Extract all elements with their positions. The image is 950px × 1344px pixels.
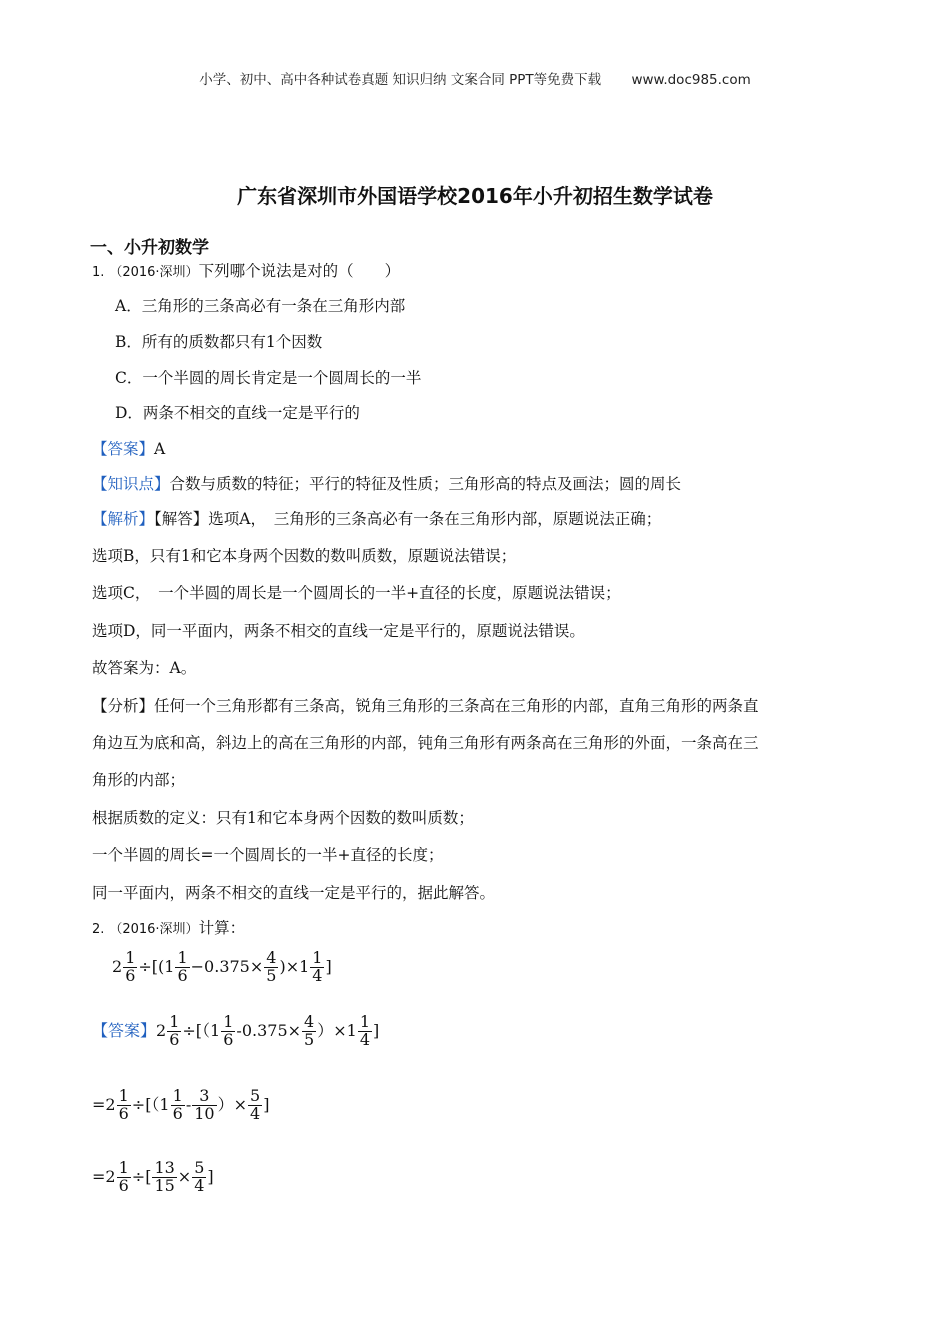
fraction: $\frac{4}{5}$ — [266, 948, 277, 985]
knowledge-text: 合数与质数的特征；平行的特征及性质；三角形高的特点及画法；圆的周长 — [169, 475, 682, 493]
q1-stem — [92, 259, 400, 281]
analysis-line: 角边互为底和高，斜边上的高在三角形的内部，钝角三角形有两条高在三角形的外面，一条高在三 — [92, 734, 759, 752]
fraction: $\frac{1}{6}$ — [169, 1012, 180, 1049]
analysis-line: 【分析】任何一个三角形都有三条高，锐角三角形的三条高在三角形的内部，直角三角形的两条直 — [92, 697, 759, 715]
analysis-line: 根据质数的定义：只有1和它本身两个因数的数叫质数； — [92, 809, 474, 827]
q1-source: （2016·深圳） — [109, 265, 199, 280]
fraction: $\frac{1}{6}$ — [223, 1012, 234, 1049]
header-tagline: 小学、初中、高中各种试卷真题 知识归纳 文案合同 PPT等免费下载 — [199, 72, 602, 88]
q2-step-3: =2 $\frac{1}{6}$ ÷[ $\frac{13}{15}$ × $\frac{5}{4}$ ] — [92, 1158, 214, 1195]
q2-answer: 【答案】2 $\frac{1}{6}$ ÷[（1 $\frac{1}{6}$ -0.375× $\frac{4}{5}$ ）×1 $\frac{1}{4}$ ] — [92, 1012, 380, 1049]
q1-option-a: A．三角形的三条高必有一条在三角形内部 — [115, 297, 406, 315]
q1-number: 1. — [92, 265, 105, 280]
fraction: $\frac{1}{6}$ — [177, 948, 188, 985]
explain-text: 【解答】选项A， 三角形的三条高必有一条在三角形内部，原题说法正确； — [154, 510, 662, 528]
explain-line: 选项D，同一平面内，两条不相交的直线一定是平行的，原题说法错误。 — [92, 622, 585, 640]
fraction: $\frac{5}{4}$ — [250, 1086, 261, 1123]
explain-line: 选项B，只有1和它本身两个因数的数叫质数，原题说法错误； — [92, 547, 517, 565]
analysis-line: 角形的内部； — [92, 771, 186, 789]
answer-value: A — [154, 440, 166, 458]
explain-line: 故答案为：A。 — [92, 659, 197, 677]
page-header — [0, 68, 950, 88]
fraction: $\frac{3}{10}$ — [194, 1086, 215, 1123]
answer-tag: 【答案】 — [92, 440, 155, 458]
q1-knowledge — [92, 472, 681, 494]
knowledge-tag: 【知识点】 — [92, 475, 170, 493]
q1-text: 下列哪个说法是对的（ ） — [198, 262, 401, 280]
analysis-line: 一个半圆的周长=一个圆周长的一半+直径的长度； — [92, 846, 444, 864]
fraction: $\frac{1}{6}$ — [125, 948, 136, 985]
q1-option-c: C．一个半圆的周长肯定是一个圆周长的一半 — [115, 369, 422, 387]
fraction: $\frac{1}{6}$ — [172, 1086, 183, 1123]
q2-step-2: =2 $\frac{1}{6}$ ÷[（1 $\frac{1}{6}$ - $\frac{3}{10}$ ）× $\frac{5}{4}$ ] — [92, 1086, 270, 1123]
header-site-link[interactable]: www.doc985.com — [631, 72, 751, 88]
page-title: 广东省深圳市外国语学校2016年小升初招生数学试卷 — [237, 184, 713, 208]
section-heading: 一、小升初数学 — [90, 238, 209, 258]
answer-tag: 【答案】 — [92, 1020, 157, 1040]
fraction: $\frac{1}{6}$ — [118, 1086, 129, 1123]
q2-number: 2. — [92, 922, 105, 937]
explain-tag: 【解析】 — [92, 510, 155, 528]
q2-source: （2016·深圳） — [109, 922, 199, 937]
fraction: $\frac{4}{5}$ — [304, 1012, 315, 1049]
q2-text: 计算： — [198, 919, 246, 937]
fraction: $\frac{5}{4}$ — [194, 1158, 205, 1195]
q2-expression: 2 $\frac{1}{6}$ ÷[(1 $\frac{1}{6}$ −0.375× $\frac{4}{5}$ )×1 $\frac{1}{4}$ ] — [112, 948, 332, 985]
q2-stem — [92, 916, 245, 938]
q1-option-b: B．所有的质数都只有1个因数 — [115, 333, 323, 351]
fraction: $\frac{1}{4}$ — [312, 948, 323, 985]
explain-line: 选项C， 一个半圆的周长是一个圆周长的一半+直径的长度，原题说法错误； — [92, 584, 621, 602]
q1-option-d: D．两条不相交的直线一定是平行的 — [115, 404, 360, 422]
analysis-line: 同一平面内，两条不相交的直线一定是平行的，据此解答。 — [92, 884, 496, 902]
fraction: $\frac{1}{4}$ — [359, 1012, 371, 1049]
fraction: $\frac{1}{6}$ — [118, 1158, 129, 1195]
fraction: $\frac{13}{15}$ — [154, 1158, 175, 1195]
q1-answer — [92, 437, 165, 459]
q1-explain — [92, 507, 661, 529]
